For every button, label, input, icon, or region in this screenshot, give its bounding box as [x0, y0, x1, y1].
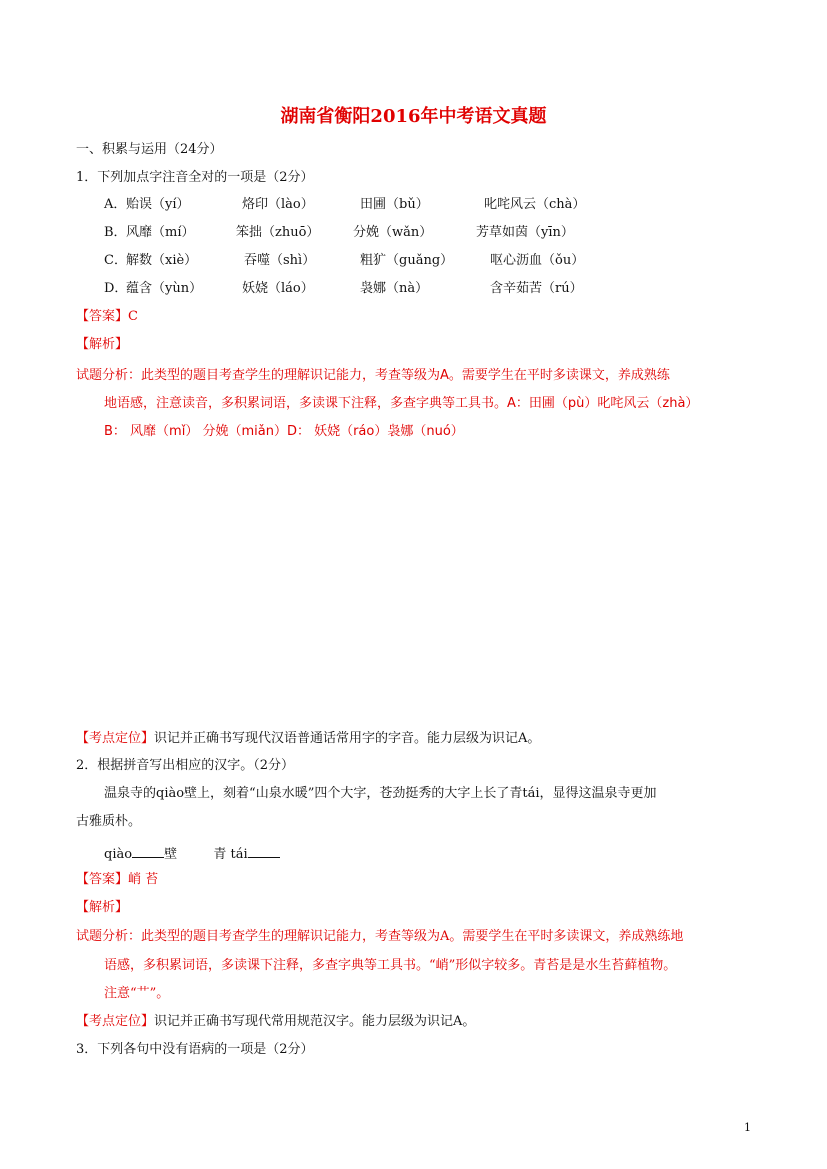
option-label: A．: [104, 197, 127, 212]
blank-1-after: 壁: [164, 847, 178, 862]
key-point-text: 识记并正确书写现代汉语普通话常用字的字音。能力层级为识记A。: [154, 731, 541, 746]
question-3-stem: 3．下列各句中没有语病的一项是（2分）: [76, 1042, 314, 1057]
answer-line-2: [76, 872, 158, 888]
blank-1-pinyin: qiào: [104, 847, 133, 862]
option-item: 含辛茹苦（rú）: [490, 281, 583, 296]
blank-1: [132, 845, 164, 858]
option-label: D．: [104, 281, 128, 296]
question-1-stem: 1．下列加点字注音全对的一项是（2分）: [76, 170, 314, 185]
option-item: 烙印（lào）: [242, 197, 314, 212]
option-item: 分娩（wǎn）: [353, 225, 433, 240]
question-2-stem: 2．根据拼音写出相应的汉字。（2分）: [76, 758, 295, 773]
option-item: 风靡（mí）: [126, 225, 195, 240]
blank-2-pinyin: tái: [230, 847, 248, 862]
key-point-tag: 【考点定位】: [76, 731, 155, 746]
blank-2: [248, 845, 280, 858]
answer-tag: 【答案】: [76, 309, 129, 324]
analysis-line: 注意“艹”。: [104, 986, 170, 1001]
question-2-passage: 温泉寺的qiào壁上，刻着“山泉水暖”四个大字，苍劲挺秀的大字上长了青tái，显得这温泉寺更加: [104, 786, 657, 801]
analysis-tag: 【解析】: [76, 337, 129, 352]
option-item: 解数（xiè）: [126, 253, 198, 268]
answer-value: 峭 苔: [128, 872, 159, 887]
option-item: 呕心沥血（ǒu）: [490, 253, 585, 268]
option-item: 粗犷（guǎng）: [360, 253, 454, 268]
key-point-line-2: [76, 1014, 475, 1030]
option-item: 吞噬（shì）: [244, 253, 316, 268]
question-2-passage: 古雅质朴。: [76, 814, 142, 829]
answer-line-1: [76, 309, 138, 325]
page-number: 1: [744, 1121, 751, 1134]
option-item: 贻误（yí）: [126, 197, 190, 212]
option-item: 笨拙（zhuō）: [236, 225, 320, 240]
question-2-blanks: [104, 845, 280, 863]
section-heading: 一、积累与运用（24分）: [76, 142, 223, 157]
option-item: 田圃（bǔ）: [360, 197, 429, 212]
option-label: B．: [104, 225, 127, 240]
blank-2-before: 青: [213, 847, 227, 862]
key-point-tag: 【考点定位】: [76, 1014, 155, 1029]
key-point-text: 识记并正确书写现代常用规范汉字。能力层级为识记A。: [154, 1014, 476, 1029]
option-item: 叱咤风云（chà）: [484, 197, 586, 212]
analysis-line: 试题分析：此类型的题目考查学生的理解识记能力，考查等级为A。需要学生在平时多读课文，养成熟练: [76, 368, 670, 383]
option-item: 袅娜（nà）: [360, 281, 429, 296]
answer-tag: 【答案】: [76, 872, 129, 887]
option-label: C．: [104, 253, 127, 268]
option-item: 芳草如茵（yīn）: [476, 225, 574, 240]
answer-value: C: [128, 309, 138, 324]
page-title: 湖南省衡阳2016年中考语文真题: [280, 106, 547, 127]
option-item: 蕴含（yùn）: [126, 281, 203, 296]
analysis-line: 试题分析：此类型的题目考查学生的理解识记能力，考查等级为A。需要学生在平时多读课文，养成熟练地: [76, 929, 684, 944]
analysis-line: B： 风靡（mǐ） 分娩（miǎn）D： 妖娆（ráo）袅娜（nuó）: [104, 424, 464, 439]
analysis-tag: 【解析】: [76, 900, 129, 915]
analysis-line: 地语感，注意读音，多积累词语，多读课下注释，多查字典等工具书。A：田圃（pù）叱咤风云（zhà）: [104, 396, 699, 411]
key-point-line-1: [76, 731, 540, 747]
analysis-line: 语感，多积累词语，多读课下注释，多查字典等工具书。“峭”形似字较多。青苔是是水生苔藓植物。: [104, 958, 677, 973]
option-item: 妖娆（láo）: [242, 281, 314, 296]
